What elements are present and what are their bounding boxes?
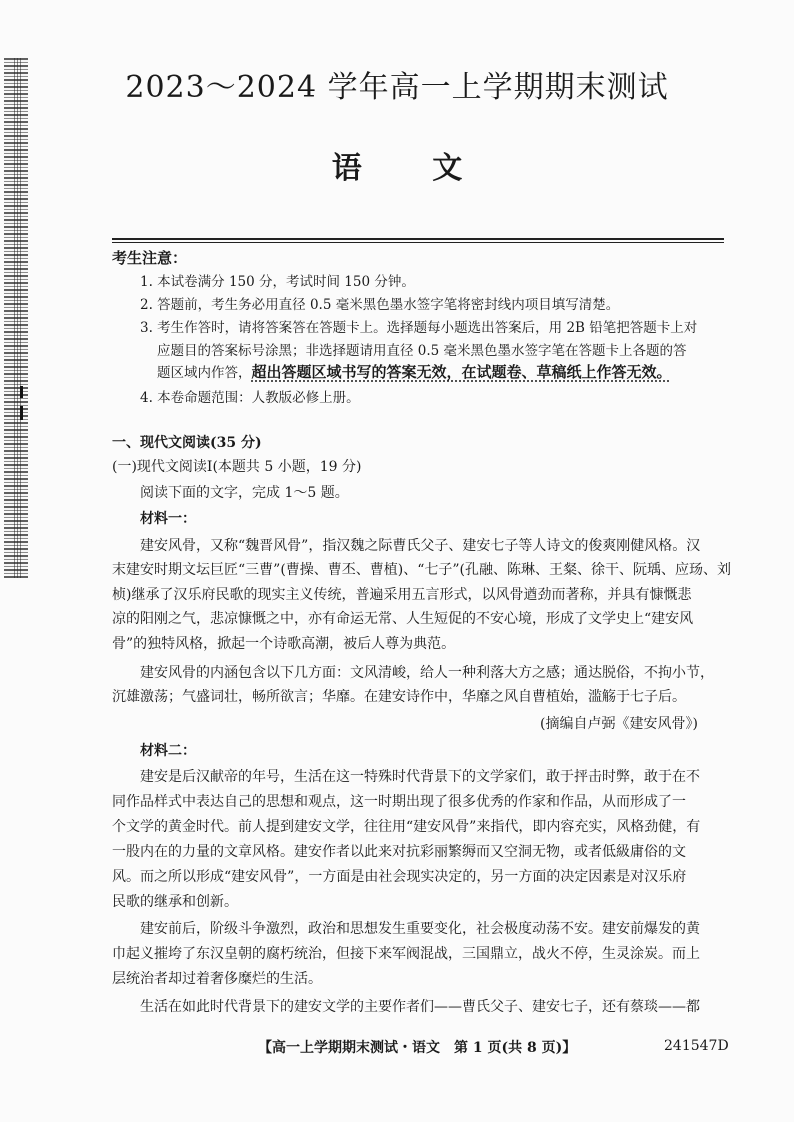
- binding-mark: [20, 386, 23, 398]
- page-footer: 【高一上学期期末测试・语文 第 1 页(共 8 页)】: [258, 1040, 577, 1056]
- material-1-line: 末建安时期文坛巨匠“三曹”(曹操、曹丕、曹植)、“七子”(孔融、陈琳、王粲、徐干、阮瑀、应玚、刘: [112, 562, 732, 578]
- material-2-line: 一股内在的力量的文章风格。建安作者以此来对抗彩丽繁缛而又空洞无物，或者低級庸俗的文: [112, 844, 686, 860]
- material-2-line: 巾起义摧垮了东汉皇朝的腐朽统治，但接下来军阀混战，三国鼎立，战火不停，生灵涂炭。而上: [112, 946, 700, 962]
- notice-item-4: 4. 本卷命题范围：人教版必修上册。: [140, 390, 360, 406]
- binding-edge-texture: [14, 58, 22, 578]
- divider-thin: [112, 242, 724, 243]
- material-1-line: 建安风骨，又称“魏晋风骨”，指汉魏之际曹氏父子、建安七子等人诗文的俊爽刚健风格。汉: [140, 538, 701, 554]
- exam-subject: 语 文: [331, 151, 463, 186]
- divider-thick: [112, 238, 724, 240]
- binding-mark: [20, 406, 23, 420]
- material-2-line: 民歌的继承和创新。: [112, 894, 238, 910]
- notice-item-3-line-1: 3. 考生作答时，请将答案答在答题卡上。选择题每小题选出答案后，用 2B 铅笔把答题卡上对: [140, 320, 698, 336]
- material-2-line: 层统治者却过着奢侈糜烂的生活。: [112, 971, 322, 987]
- material-1-line: 骨”的独特风格，掀起一个诗歌高潮，被后人尊为典范。: [112, 636, 456, 652]
- material-2-line: 生活在如此时代背景下的建安文学的主要作者们——曹氏父子、建安七子，还有蔡琰——都: [140, 999, 700, 1015]
- material-2-label: 材料二：: [140, 743, 196, 759]
- material-1-label: 材料一：: [140, 511, 196, 527]
- notice-item-3-emphasis: 超出答题区域书写的答案无效，在试题卷、草稿纸上作答无效。: [251, 363, 672, 381]
- material-1-line: 建安风骨的内涵包含以下几方面：文风清峻，给人一种利落大方之感；通达脱俗，不拘小节，: [140, 665, 714, 681]
- material-1-line: 桢)继承了汉乐府民歌的现实主义传统，普遍采用五言形式，以风骨遒劲而著称，并具有慷慨悲: [112, 587, 692, 603]
- notice-item-3-line-3: [157, 361, 672, 382]
- notice-item-1: 1. 本试卷满分 150 分，考试时间 150 分钟。: [140, 274, 415, 290]
- reading-instruction: 阅读下面的文字，完成 1～5 题。: [140, 485, 349, 501]
- material-1-source: (摘编自卢弼《建安风骨》): [540, 716, 698, 732]
- subsection-heading: (一)现代文阅读Ⅰ(本题共 5 小题，19 分): [112, 459, 362, 475]
- notice-item-2: 2. 答题前，考生务必用直径 0.5 毫米黑色墨水签字笔将密封线内项目填写清楚。: [140, 297, 620, 313]
- material-2-line: 同作品样式中表达自己的思想和观点，这一时期出现了很多优秀的作家和作品，从而形成了一: [112, 794, 686, 810]
- material-2-line: 风。而之所以形成“建安风骨”，一方面是由社会现实决定的，另一方面的决定因素是对汉乐府: [112, 869, 687, 885]
- notice-item-3-line-2: 应题目的答案标号涂黑；非选择题请用直径 0.5 毫米黑色墨水签字笔在答题卡上各题的答: [157, 343, 687, 359]
- material-1-line: 沉雄激荡；气盛词壮，畅所欲言；华靡。在建安诗作中，华靡之风自曹植始，滥觞于七子后。: [112, 689, 686, 705]
- material-2-line: 建安是后汉献帝的年号，生活在这一特殊时代背景下的文学家们，敢于抨击时弊，敢于在不: [140, 769, 700, 785]
- material-2-line: 个文学的黄金时代。前人提到建安文学，往往用“建安风骨”来指代，即内容充实，风格劲健，有: [112, 819, 701, 835]
- paper-code: 241547D: [664, 1038, 729, 1054]
- exam-title: 2023～2024 学年高一上学期期末测试: [125, 70, 669, 105]
- section-heading: 一、现代文阅读(35 分): [112, 435, 262, 451]
- notice-heading: 考生注意：: [112, 249, 188, 267]
- material-1-line: 凉的阳刚之气，悲凉慷慨之中，亦有命运无常、人生短促的不安心境，形成了文学史上“建安风: [112, 611, 694, 627]
- notice-item-3-plain: 题区域内作答，: [157, 365, 252, 381]
- material-2-line: 建安前后，阶级斗争激烈，政治和思想发生重要变化，社会极度动荡不安。建安前爆发的黄: [140, 921, 700, 937]
